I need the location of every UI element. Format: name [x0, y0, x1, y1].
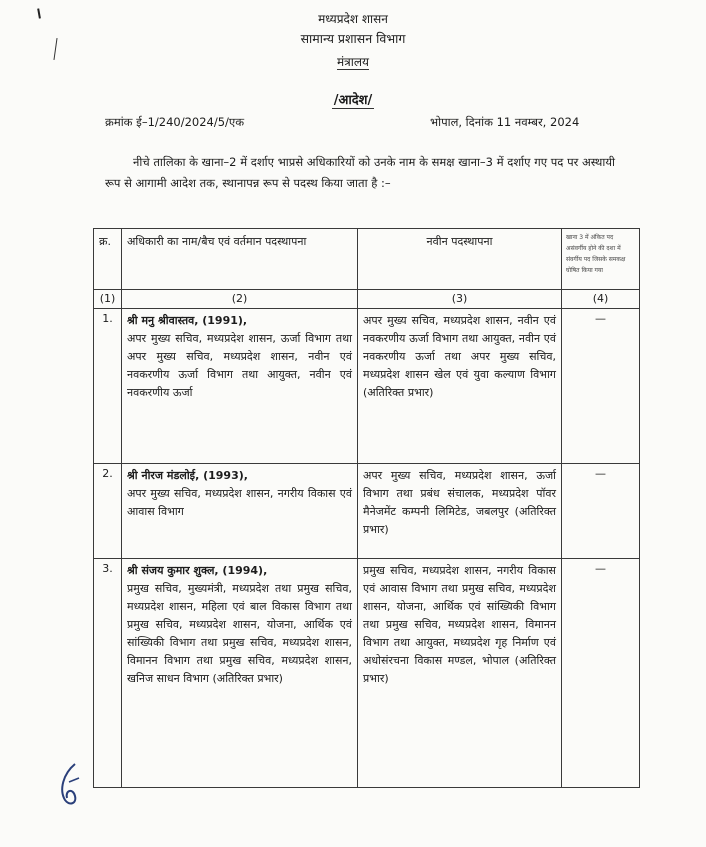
header-department: सामान्य प्रशासन विभाग	[300, 31, 406, 46]
officer-name: श्री संजय कुमार शुक्ल, (1994),	[127, 564, 268, 577]
order-title: /आदेश/	[333, 93, 373, 108]
table-row	[94, 464, 640, 559]
column-number: (4)	[562, 290, 640, 309]
table-row	[94, 309, 640, 464]
current-posting: अपर मुख्य सचिव, मध्यप्रदेश शासन, ऊर्जा विभाग तथा अपर मुख्य सचिव, मध्यप्रदेश शासन, नवीन एवं नवकरणीय ऊर्जा विभाग तथा आयुक्त, नवीन एवं नवकरणीय ऊर्जा	[127, 332, 352, 399]
equivalent-post: —	[562, 309, 640, 464]
new-posting: अपर मुख्य सचिव, मध्यप्रदेश शासन, नवीन एवं नवकरणीय ऊर्जा विभाग तथा आयुक्त, नवीन एवं नवकरणीय ऊर्जा तथा अपर मुख्य सचिव, मध्यप्रदेश शासन खेल एवं युवा कल्याण विभाग (अतिरिक्त प्रभार)	[358, 309, 562, 464]
header-government: मध्यप्रदेश शासन	[318, 12, 388, 26]
serial-number: 2.	[94, 464, 122, 559]
new-posting: अपर मुख्य सचिव, मध्यप्रदेश शासन, ऊर्जा विभाग तथा प्रबंध संचालक, मध्यप्रदेश पॉवर मैनेजमेंट कम्पनी लिमिटेड, जबलपुर (अतिरिक्त प्रभार)	[358, 464, 562, 559]
column-number: (1)	[94, 290, 122, 309]
header-officer: अधिकारी का नाम/बैच एवं वर्तमान पदस्थापना	[122, 229, 358, 290]
table-header-row	[94, 229, 640, 290]
current-posting: प्रमुख सचिव, मुख्यमंत्री, मध्यप्रदेश तथा प्रमुख सचिव, मध्यप्रदेश शासन, महिला एवं बाल विकास विभाग तथा प्रमुख सचिव, मध्यप्रदेश शासन, योजना, आर्थिक एवं सांख्यिकी विभाग तथा प्रमुख सचिव, मध्यप्रदेश शासन, विमानन विभाग तथा प्रमुख सचिव, मध्यप्रदेश शासन, खनिज साधन विभाग (अतिरिक्त प्रभार)	[127, 582, 352, 685]
officer-cell	[122, 309, 358, 464]
intro-paragraph: नीचे तालिका के खाना–2 में दर्शाए भाप्रसे अधिकारियों को उनके नाम के समक्ष खाना–3 में दर्शाए गए पद पर अस्थायी रूप से आगामी आदेश तक, स्थानापन्न रूप से पदस्थ किया जाता है :–	[105, 155, 615, 190]
column-number: (3)	[358, 290, 562, 309]
order-number: क्रमांक ई–1/240/2024/5/एक	[105, 115, 245, 129]
officer-cell	[122, 464, 358, 559]
column-number: (2)	[122, 290, 358, 309]
new-posting: प्रमुख सचिव, मध्यप्रदेश शासन, नगरीय विकास एवं आवास विभाग तथा प्रमुख सचिव, मध्यप्रदेश शासन, योजना, आर्थिक एवं सांख्यिकी विभाग तथा प्रमुख सचिव, मध्यप्रदेश शासन, विमानन विभाग तथा आयुक्त, मध्यप्रदेश गृह निर्माण एवं अधोसंरचना विकास मण्डल, भोपाल (अतिरिक्त प्रभार)	[358, 559, 562, 788]
posting-table	[93, 228, 640, 788]
equivalent-post: —	[562, 559, 640, 788]
officer-cell	[122, 559, 358, 788]
column-number-row	[94, 290, 640, 309]
header-new-posting: नवीन पदस्थापना	[358, 229, 562, 290]
header-serial: क्र.	[94, 229, 122, 290]
table-row	[94, 559, 640, 788]
serial-number: 3.	[94, 559, 122, 788]
officer-name: श्री नीरज मंडलोई, (1993),	[127, 469, 248, 482]
officer-name: श्री मनु श्रीवास्तव, (1991),	[127, 314, 248, 327]
equivalent-post: —	[562, 464, 640, 559]
initials-signature-icon	[55, 760, 87, 810]
serial-number: 1.	[94, 309, 122, 464]
current-posting: अपर मुख्य सचिव, मध्यप्रदेश शासन, नगरीय विकास एवं आवास विभाग	[127, 487, 352, 518]
header-equivalent: खाना 3 में अंकित पद असंवर्गीय होने की दशा में संवर्गीय पद जिसके समकक्ष घोषित किया गया	[562, 229, 640, 290]
header-secretariat: मंत्रालय	[336, 55, 369, 69]
order-place-date: भोपाल, दिनांक 11 नवम्बर, 2024	[430, 115, 580, 129]
